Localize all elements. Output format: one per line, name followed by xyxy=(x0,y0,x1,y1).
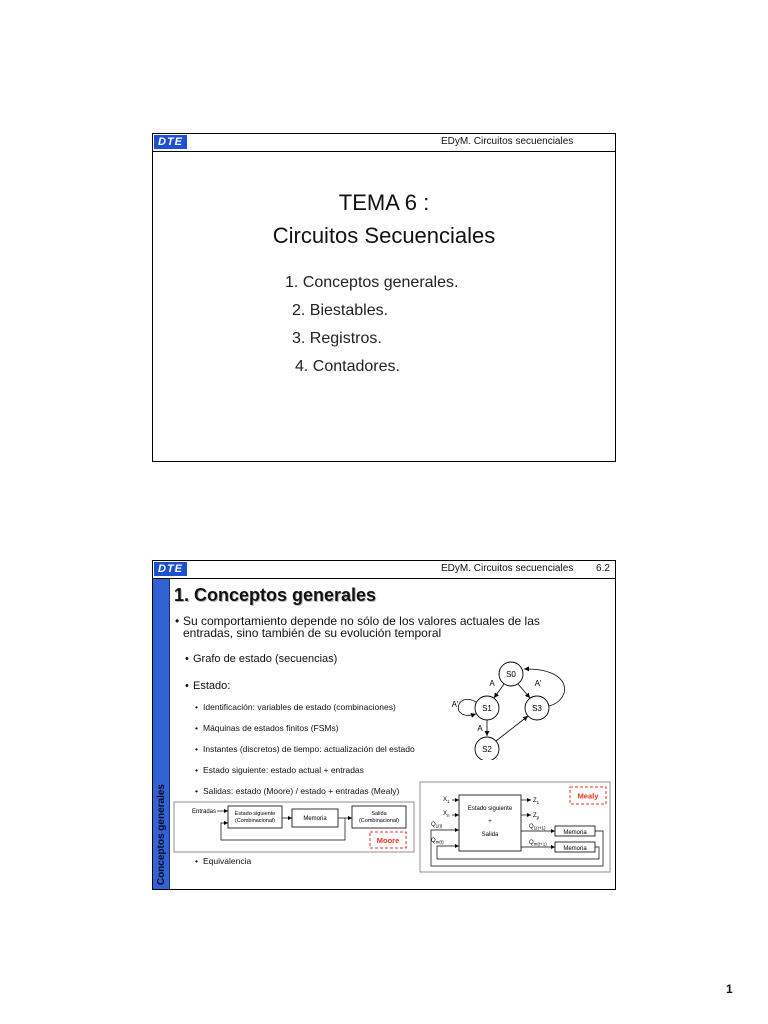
transition-s0-s1-label: A xyxy=(489,679,495,688)
transition-s1-s2-label: A xyxy=(477,724,483,733)
moore-output-subtitle: (Combinacional) xyxy=(358,818,400,824)
sub-bullet-item xyxy=(195,702,396,712)
mealy-state-input-qm-label xyxy=(431,838,444,845)
slide-1 xyxy=(152,133,616,462)
contents-item: 2. Biestables. xyxy=(292,302,389,319)
transition-s2-s3-arrow xyxy=(496,716,528,741)
moore-next-state-title: Estado siguiente xyxy=(234,811,276,817)
slide-title-line-1: TEMA 6 : xyxy=(338,190,430,215)
state-s0-label: S0 xyxy=(506,670,516,679)
sub-bullet-item xyxy=(195,856,251,866)
mealy-state-input-q1-label xyxy=(431,822,443,829)
dte-logo: DTE xyxy=(154,135,187,149)
intro-text-line: entradas, sino también de su evolución temporal xyxy=(183,626,442,640)
label-base: Q xyxy=(431,822,436,828)
header-title: EDyM. Circuitos secuenciales xyxy=(441,563,574,574)
moore-next-state-block xyxy=(228,806,282,828)
sub-bullet-text: Instantes (discretos) de tiempo: actualización del estado xyxy=(203,744,415,754)
label-subscript: p xyxy=(536,815,540,820)
section-heading: 1. Conceptos generales xyxy=(174,585,377,605)
label-base: Z xyxy=(533,798,537,804)
contents-item: 4. Contadores. xyxy=(295,358,400,375)
mealy-block-plus: + xyxy=(488,819,492,825)
mealy-tag-label: Mealy xyxy=(577,791,599,801)
label-subscript: 1(t) xyxy=(435,823,443,829)
state-graph-diagram xyxy=(440,656,580,760)
sub-bullet-item xyxy=(195,765,364,775)
mealy-output-z1-label xyxy=(533,798,540,805)
moore-memory-label: Memoria xyxy=(303,816,327,822)
bullet-text: Grafo de estado (secuencias) xyxy=(193,653,338,665)
slide-header xyxy=(153,561,615,579)
sub-bullet-item xyxy=(195,744,415,754)
bullet-item xyxy=(185,680,230,693)
bullet-icon xyxy=(195,702,203,712)
transition-s0-s3-label: A' xyxy=(534,679,542,688)
bullet-icon xyxy=(195,856,203,866)
moore-tag-label: Moore xyxy=(376,836,400,845)
label-base: Z xyxy=(533,813,537,819)
label-base: Q xyxy=(529,840,534,846)
sub-bullet-text: Equivalencia xyxy=(203,856,252,866)
mealy-next-state-qm-label xyxy=(529,840,547,847)
slide-title-line-2: Circuitos Secuenciales xyxy=(272,223,496,248)
moore-input-label: Entradas xyxy=(192,809,217,815)
bullet-icon xyxy=(185,653,193,666)
bullet-icon xyxy=(175,615,179,627)
bullet-icon xyxy=(185,680,193,693)
label-subscript: n xyxy=(447,813,450,818)
sub-bullet-text: Estado siguiente: estado actual + entradas xyxy=(203,765,364,775)
dte-logo: DTE xyxy=(154,562,187,576)
contents-item: 1. Conceptos generales. xyxy=(285,274,459,291)
label-subscript: m(t) xyxy=(435,839,444,845)
sub-bullet-item xyxy=(195,723,339,733)
label-base: Q xyxy=(431,838,436,844)
bullet-icon xyxy=(195,786,203,796)
label-subscript: 1 xyxy=(447,799,450,804)
moore-next-state-subtitle: (Combinacional) xyxy=(234,818,276,824)
label-subscript: m(t+1) xyxy=(533,841,547,847)
bullet-icon xyxy=(195,765,203,775)
section-sidebar xyxy=(153,579,170,889)
header-title: EDyM. Circuitos secuenciales xyxy=(441,136,574,147)
contents-item: 3. Registros. xyxy=(292,330,382,347)
mealy-input-x1-label xyxy=(443,797,450,804)
moore-machine-diagram xyxy=(172,800,418,856)
sub-bullet-item xyxy=(195,786,399,796)
bullet-icon xyxy=(195,744,203,754)
state-s2-label: S2 xyxy=(482,745,492,754)
mealy-machine-diagram xyxy=(418,780,612,876)
transition-s0-s1-arrow xyxy=(494,684,504,698)
mealy-input-xn-label xyxy=(443,811,450,818)
label-base: Q xyxy=(529,824,534,830)
mealy-block-output: Salida xyxy=(481,832,499,838)
mealy-block-title: Estado siguiente xyxy=(467,806,513,812)
label-base: X xyxy=(443,797,448,803)
moore-output-block xyxy=(352,806,406,828)
bullet-icon xyxy=(195,723,203,733)
bullet-text: Estado: xyxy=(193,680,231,692)
transition-s1-loop-arrow xyxy=(458,699,476,715)
transition-s1-loop-label: A' xyxy=(451,700,459,709)
sub-bullet-text: Máquinas de estados finitos (FSMs) xyxy=(203,723,339,733)
bullet-item xyxy=(185,653,337,666)
transition-s0-s3-arrow xyxy=(518,684,530,698)
slide-number: 6.2 xyxy=(596,563,610,574)
state-s3-label: S3 xyxy=(532,704,542,713)
intro-text-line: Su comportamiento depende no sólo de los valores actuales de las xyxy=(183,614,540,628)
sub-bullet-text: Identificación: variables de estado (combinaciones) xyxy=(203,702,396,712)
mealy-output-zp-label xyxy=(533,813,540,820)
sub-bullet-text: Salidas: estado (Moore) / estado + entradas (Mealy) xyxy=(203,786,400,796)
label-base: X xyxy=(443,811,448,817)
label-subscript: 1 xyxy=(536,800,540,805)
slide-header xyxy=(153,134,615,152)
sidebar-section-label: Conceptos generales xyxy=(156,783,167,885)
mealy-memory-label-1: Memoria xyxy=(563,830,587,836)
page-number: 1 xyxy=(726,982,733,996)
moore-output-title: Salida xyxy=(371,811,387,817)
state-s1-label: S1 xyxy=(482,704,492,713)
mealy-memory-label-2: Memoria xyxy=(563,846,587,852)
mealy-next-state-q1-label xyxy=(529,824,546,831)
label-subscript: 1(t+1) xyxy=(533,825,546,831)
